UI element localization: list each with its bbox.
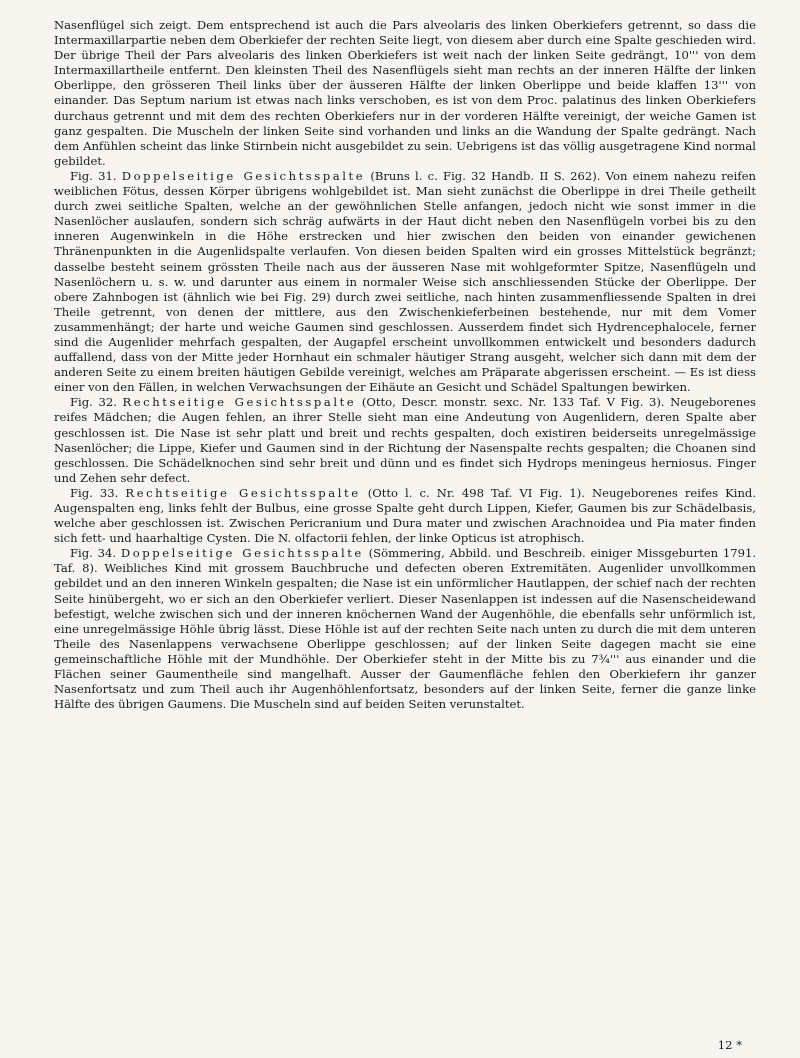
figure-title: Doppelseitige Gesichtsspalte (121, 168, 366, 183)
page-number: 12 * (717, 1038, 742, 1052)
paragraph-text: (Otto, Descr. monstr. sexc. Nr. 133 Taf. V Fig. 3). Neugeborenes reifes Mädchen; die Augen fehlen, an ihrer Stelle sieht man eine Andeutung von Augenlidern, deren Spalte aber geschlossen ist. Die Nase ist sehr platt und breit und rechts gespalten, doch existiren beiderseits unregelmässige Nasenlöcher; die Lippe, Kiefer und Gaumen sind in der Richtung der Nasenspalte rechts gespalten; die Choanen sind geschlossen. Die Schädelknochen sind sehr breit und dünn und es findet sich Hydrops meningeus herniosus. Finger und Zehen sehr defect. (54, 395, 756, 485)
paragraph-text: (Sömmering, Abbild. und Beschreib. einiger Missgeburten 1791. Taf. 8). Weibliches Kind mit grossem Bauchbruche und defecten oberen Extremitäten. Augenlider unvollkommen gebildet und an den inneren Winkeln gespalten; die Nase ist ein unförmlicher Hautlappen, der schief nach der rechten Seite hinübergeht, wo er sich an den Oberkiefer verliert. Dieser Nasenlappen ist indessen auf die Nasenscheidewand befestigt, welche zwischen sich und der inneren knöchernen Wand der Augenhöhle, die ebenfalls sehr unförmlich ist, eine unregelmässige Höhle übrig lässt. Diese Höhle ist auf der rechten Seite nach unten zu durch die mit dem unteren Theile des Nasenlappens verwachsene Oberlippe geschlossen; auf der linken Seite dagegen macht sie eine gemeinschaftliche Höhle mit der Mundhöhle. Der Oberkiefer steht in der Mitte bis zu 7¾''' aus einander und die Flächen seiner Gaumentheile sind mangelhaft. Ausser der Gaumenfläche fehlen den Oberkiefern ihr ganzer Nasenfortsatz und zum Theil auch ihr Augenhöhlenfortsatz, besonders auf der linken Seite, ferner die ganze linke Hälfte des übrigen Gaumens. Die Muscheln sind auf beiden Seiten verunstaltet. (54, 546, 757, 712)
paragraph-fig-31 (54, 169, 756, 395)
figure-number: Fig. 31. (70, 168, 117, 183)
paragraph-text: (Otto l. c. Nr. 498 Taf. VI Fig. 1). Neugeborenes reifes Kind. Augenspalten eng, links fehlt der Bulbus, eine grosse Spalte geht durch Lippen, Kiefer, Gaumen bis zur Schädelbasis, welche aber geschlossen ist. Zwischen Pericranium und Dura mater und zwischen Arachnoidea und Pia mater finden sich fett- und haarhaltige Cysten. Die N. olfactorii fehlen, der linke Opticus ist atrophisch. (54, 485, 757, 546)
paragraph-text: (Bruns l. c. Fig. 32 Handb. II S. 262). Von einem nahezu reifen weiblichen Fötus, dessen Körper übrigens wohlgebildet ist. Man sieht zunächst die Oberlippe in drei Theile getheilt durch zwei seitliche Spalten, welche an der gewöhnlichen Stelle anfangen, jedoch nicht wie sonst immer in die Nasenlöcher auslaufen, sondern sich schräg aufwärts in der Haut dicht neben den Nasenflügeln vorbei bis zu den inneren Augenwinkeln in die Höhe erstrecken und hier zwischen den beiden von einander gewichenen Thränenpunkten in die Augenlidspalte verlaufen. Von diesen beiden Spalten wird ein grosses Mittelstück begränzt; dasselbe besteht seinem grössten Theile nach aus der äusseren Nase mit wohlgeformter Spitze, Nasenflügeln und Nasenlöchern u. s. w. und darunter aus einem in normaler Weise sich anschliessenden Stücke der Oberlippe. Der obere Zahnbogen ist (ähnlich wie bei Fig. 29) durch zwei seitliche, nach hinten zusammenfliessende Spalten in drei Theile getrennt, von denen der mittlere, aus den Zwischenkieferbeinen bestehende, nur mit dem Vomer zusammenhängt; der harte und weiche Gaumen sind geschlossen. Ausserdem findet sich Hydrencephalocele, ferner sind die Augenlider mehrfach gespalten, der Augapfel erscheint unvollkommen entwickelt und besonders dadurch auffallend, dass von der Mitte jeder Hornhaut ein schmaler häutiger Strang ausgeht, welcher sich dann mit dem der anderen Seite zu einem breiten häutigen Gebilde vereinigt, welches am Präparate abgerissen erscheint. — Es ist diess einer von den Fällen, in welchen Verwachsungen der Eihäute an Gesicht und Schädel Spaltungen bewirken. (54, 168, 756, 395)
figure-title: Doppelseitige Gesichtsspalte (120, 546, 364, 561)
paragraph-fig-34 (54, 546, 756, 712)
figure-title: Rechtseitige Gesichtsspalte (122, 395, 357, 410)
figure-number: Fig. 33. (70, 485, 119, 500)
figure-number: Fig. 34. (70, 546, 117, 561)
figure-title: Rechtseitige Gesichtsspalte (125, 485, 361, 500)
figure-number: Fig. 32. (70, 395, 117, 410)
paragraph-fig-33 (54, 486, 756, 546)
paragraph-text: Nasenflügel sich zeigt. Dem entsprechend ist auch die Pars alveolaris des linken Oberkiefers getrennt, so dass die Intermaxillarpartie neben dem Oberkiefer der rechten Seite liegt, von diesem aber durch eine Spalte geschieden wird. Der übrige Theil der Pars alveolaris des linken Oberkiefers ist weit nach der linken Seite gedrängt, 10''' von dem Intermaxillartheile entfernt. Den kleinsten Theil des Nasenflügels sieht man rechts an der inneren Hälfte der linken Oberlippe, den grösseren Theil links über der äusseren Hälfte der linken Oberlippe und beide klaffen 13''' von einander. Das Septum narium ist etwas nach links verschoben, es ist von dem Proc. palatinus des linken Oberkiefers durchaus getrennt und mit dem des rechten Oberkiefers nur in der vorderen Hälfte vereinigt, der weiche Gamen ist ganz gespalten. Die Muscheln der linken Seite sind vorhanden und links an die Wandung der Spalte gedrängt. Nach dem Anfühlen scheint das linke Stirnbein nicht ausgebildet zu sein. Uebrigens ist das völlig ausgetragene Kind normal gebildet. (54, 18, 756, 168)
paragraph-fig-32 (54, 395, 756, 486)
paragraph-intro (54, 18, 756, 169)
